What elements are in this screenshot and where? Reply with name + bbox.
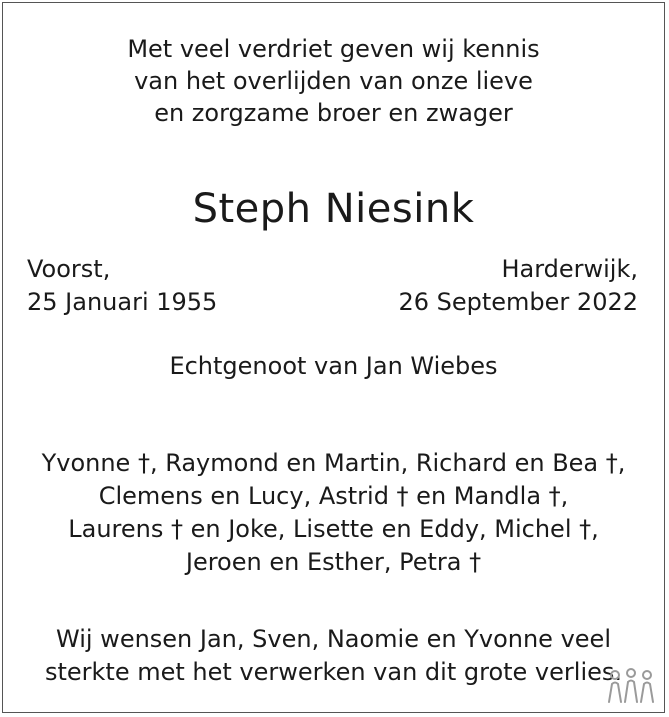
closing-line-2: sterkte met het verwerken van dit grote verlies. [44,658,623,686]
spouse-line: Echtgenoot van Jan Wiebes [169,352,498,380]
deceased-name: Steph Niesink [192,186,475,232]
family-line-1: Yvonne †, Raymond en Martin, Richard en Bea †, [41,449,626,477]
family-line-4: Jeroen en Esther, Petra † [185,548,482,576]
closing-line-1: Wij wensen Jan, Sven, Naomie en Yvonne veel [56,625,611,653]
family-line-2: Clemens en Lucy, Astrid † en Mandla †, [98,482,569,510]
birth-place: Voorst, [27,255,111,283]
intro-line-3: en zorgzame broer en zwager [154,99,513,127]
intro-line-1: Met veel verdriet geven wij kennis [127,35,540,63]
death-date: 26 September 2022 [398,288,638,316]
obituary-card [2,2,665,713]
people-group-logo-icon [606,666,656,706]
family-line-3: Laurens † en Joke, Lisette en Eddy, Michel †, [68,515,599,543]
death-place: Harderwijk, [501,255,638,283]
intro-line-2: van het overlijden van onze lieve [134,67,533,95]
birth-date: 25 Januari 1955 [27,288,218,316]
